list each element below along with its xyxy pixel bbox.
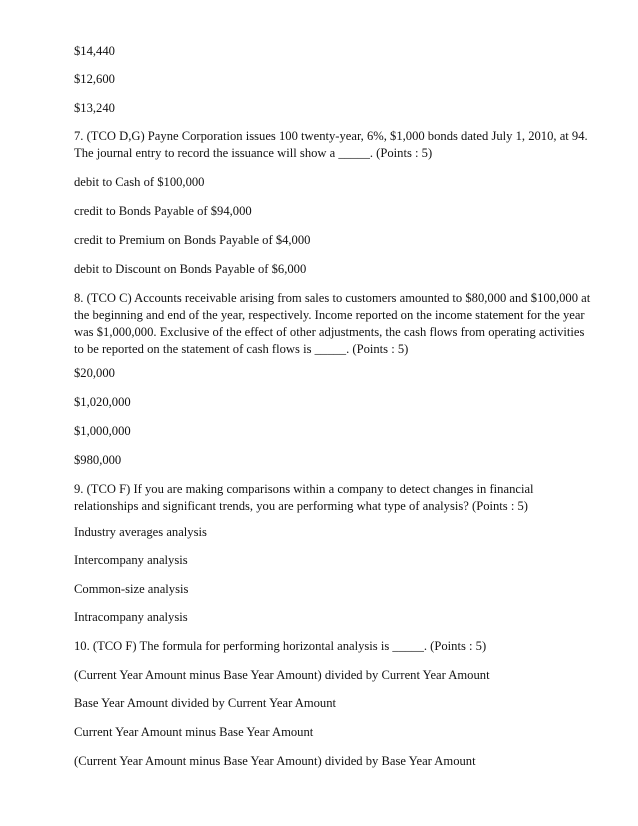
question-7-text-line-1: 7. (TCO D,G) Payne Corporation issues 100 twenty-year, 6%, $1,000 bonds dated July 1, 2010, at 94. [74,129,588,143]
answer-option: (Current Year Amount minus Base Year Amount) divided by Base Year Amount [74,754,476,768]
answer-option: $1,020,000 [74,395,131,409]
answer-option: $20,000 [74,366,115,380]
answer-option: Industry averages analysis [74,525,207,539]
answer-option: $12,600 [74,72,115,86]
question-9-text-line-1: 9. (TCO F) If you are making comparisons within a company to detect changes in financial [74,482,534,496]
answer-option: $980,000 [74,453,122,467]
question-8-text-line-2: the beginning and end of the year, respectively. Income reported on the income statement for the year [74,308,585,322]
question-7-text-line-2: The journal entry to record the issuance will show a _____. (Points : 5) [74,146,433,160]
answer-option: debit to Cash of $100,000 [74,175,205,189]
question-10-text-line-1: 10. (TCO F) The formula for performing horizontal analysis is _____. (Points : 5) [74,639,487,653]
answer-option: Current Year Amount minus Base Year Amount [74,725,314,739]
answer-option: (Current Year Amount minus Base Year Amount) divided by Current Year Amount [74,668,490,682]
answer-option: $14,440 [74,44,115,58]
answer-option: credit to Premium on Bonds Payable of $4,000 [74,233,311,247]
answer-option: Common-size analysis [74,582,189,596]
answer-option: Intracompany analysis [74,610,188,624]
answer-option: credit to Bonds Payable of $94,000 [74,204,252,218]
question-9-text-line-2: relationships and significant trends, you are performing what type of analysis? (Points : 5) [74,499,528,513]
answer-option: Base Year Amount divided by Current Year Amount [74,696,337,710]
answer-option: $13,240 [74,101,115,115]
answer-option: Intercompany analysis [74,553,188,567]
answer-option: debit to Discount on Bonds Payable of $6,000 [74,262,307,276]
answer-option: $1,000,000 [74,424,131,438]
question-8-text-line-4: to be reported on the statement of cash flows is _____. (Points : 5) [74,342,409,356]
question-8-text-line-1: 8. (TCO C) Accounts receivable arising from sales to customers amounted to $80,000 and $100,000 at [74,291,591,305]
question-8-text-line-3: was $1,000,000. Exclusive of the effect of other adjustments, the cash flows from operating activities [74,325,585,339]
